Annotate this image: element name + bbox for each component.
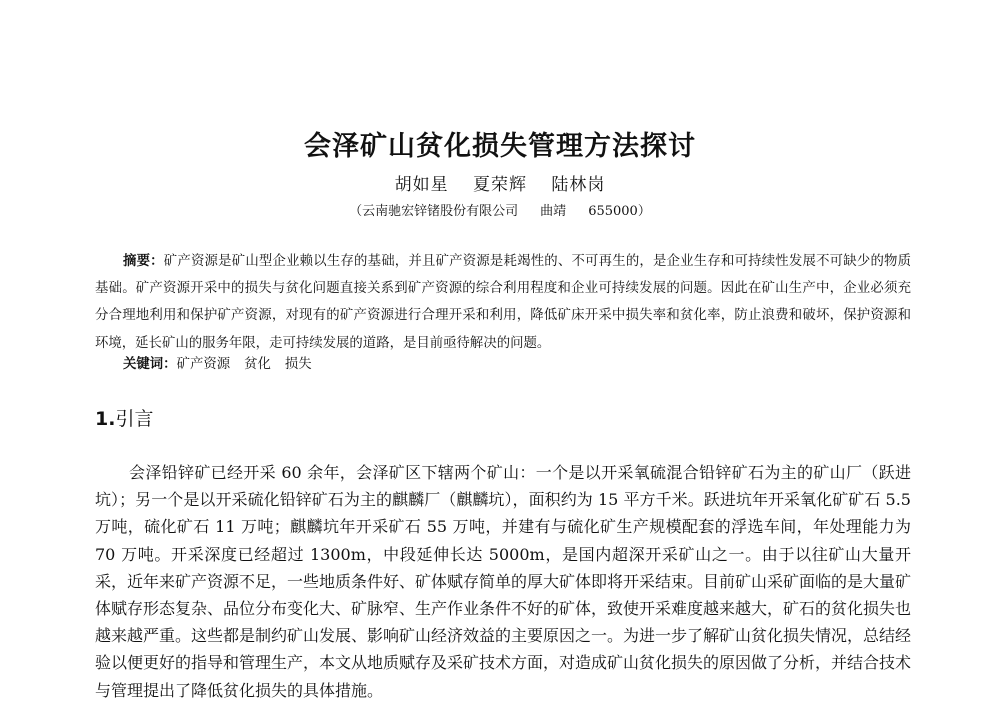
author-name: 夏荣辉 (473, 175, 527, 195)
author-list (0, 170, 1000, 195)
keywords-label: 关键词： (123, 356, 177, 372)
section-heading (95, 404, 153, 431)
abstract-text: 矿产资源是矿山型企业赖以生存的基础，并且矿产资源是耗竭性的、不可再生的，是企业生存和可持续性发展不可缺少的物质基础。矿产资源开采中的损失与贫化问题直接关系到矿产资源的综合利用程度和企业可持续发展的问题。因此在矿山生产中，企业必须充分合理地利用和保护矿产资源，对现有的矿产资源进行合理开采和利用，降低矿床开采中损失率和贫化率，防止浪费和破坏，保护资源和环境，延长矿山的服务年限，走可持续发展的道路，是目前亟待解决的问题。 (95, 254, 912, 351)
keyword-item: 矿产资源 (176, 357, 231, 372)
keyword-item: 贫化 (244, 357, 271, 372)
abstract (95, 248, 911, 357)
paper-title: 会泽矿山贫化损失管理方法探讨 (304, 131, 696, 162)
affiliation-open-paren: （ (349, 204, 363, 219)
affiliation-org: 云南驰宏锌锗股份有限公司 (362, 204, 519, 219)
section-number: 1. (95, 408, 116, 430)
keywords (123, 353, 326, 372)
affiliation-city: 曲靖 (540, 204, 567, 219)
author-name: 胡如星 (394, 175, 449, 195)
affiliation-close-paren: ） (637, 204, 651, 219)
abstract-label: 摘要： (123, 253, 164, 269)
body-paragraph: 会泽铅锌矿已经开采 60 余年，会泽矿区下辖两个矿山：一个是以开采氧硫混合铅锌矿石为主的矿山厂（跃进坑）；另一个是以开采硫化铅锌矿石为主的麒麟厂（麒麟坑），面积约为 15 平方千米。跃进坑年开采氧化矿矿石 5.5 万吨，硫化矿石 11 万吨；麒麟坑年开采矿石 55 万吨，并建有与硫化矿生产规模配套的浮选车间，年处理能力为 70 万吨。开采深度已经超过 1300m，中段延伸长达 5000m，是国内超深开采矿山之一。由于以往矿山大量开采，近年来矿产资源不足，一些地质条件好、矿体赋存简单的厚大矿体即将开采结束。目前矿山采矿面临的是大量矿体赋存形态复杂、品位分布变化大、矿脉窄、生产作业条件不好的矿体，致使开采难度越来越大，矿石的贫化损失也越来越严重。这些都是制约矿山发展、影响矿山经济效益的主要原因之一。为进一步了解矿山贫化损失情况，总结经验以便更好的指导和管理生产，本文从地质赋存及采矿技术方面，对造成矿山贫化损失的原因做了分析，并结合技术与管理提出了降低贫化损失的具体措施。 (95, 463, 912, 700)
affiliation-postcode: 655000 (588, 204, 638, 219)
affiliation (0, 200, 1000, 219)
section-title: 引言 (115, 408, 154, 430)
keyword-item: 损失 (284, 357, 312, 372)
author-name: 陆林岗 (551, 175, 606, 195)
